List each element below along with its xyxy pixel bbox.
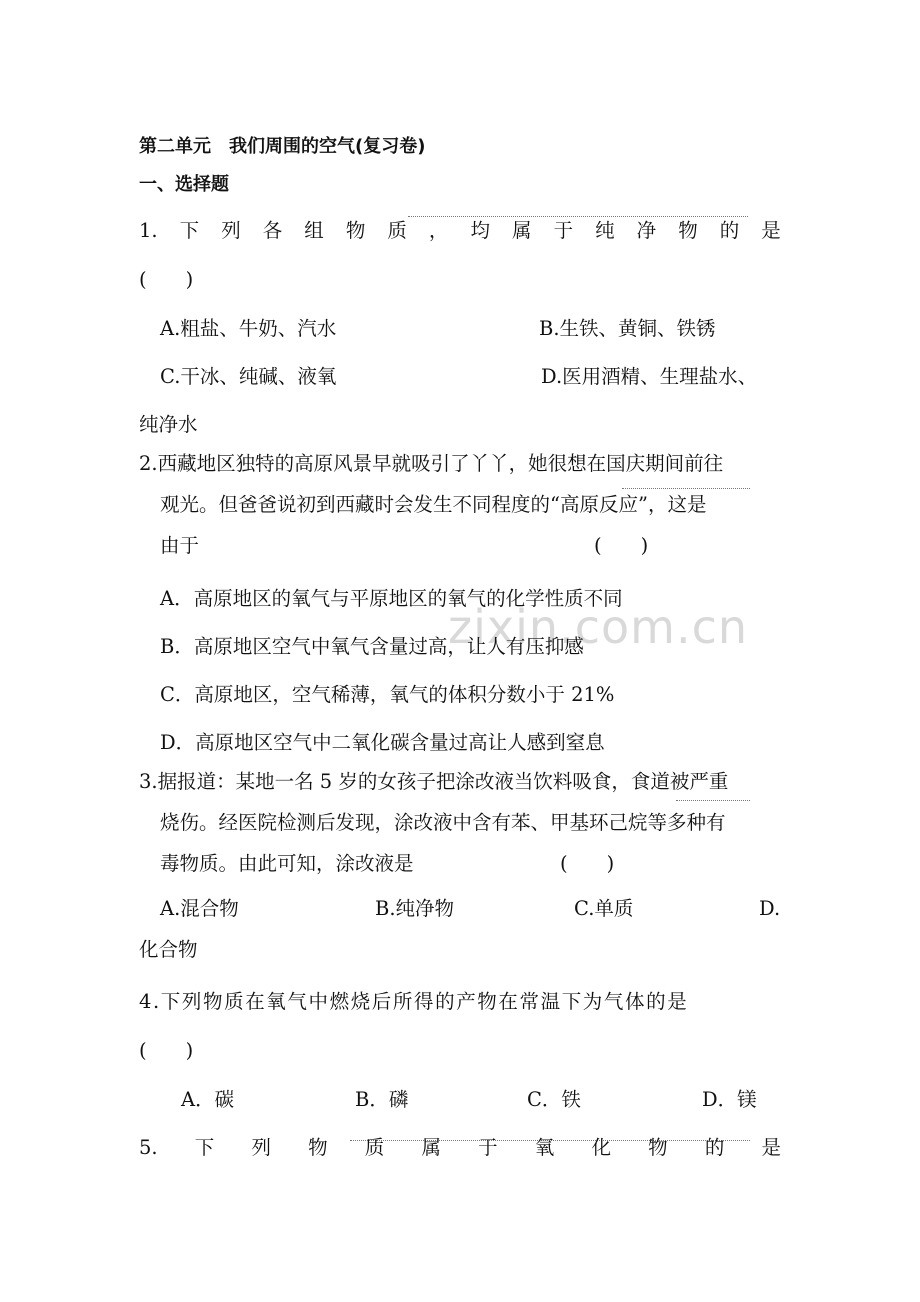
- stem-char: 纯: [595, 219, 615, 242]
- stem-char: 氧: [534, 1136, 555, 1159]
- stem-char: 于: [553, 219, 574, 242]
- question-3-line-2: 烧伤。经医院检测后发现，涂改液中含有苯、甲基环己烷等多种有: [160, 811, 726, 834]
- stem-char: 是: [761, 219, 781, 242]
- question-2-option-a: A．高原地区的氧气与平原地区的氧气的化学性质不同: [160, 587, 623, 610]
- question-1-option-b: B.生铁、黄铜、铁锈: [539, 317, 716, 340]
- stem-char: 下: [179, 219, 200, 242]
- question-4-line-1: 4.下列物质在氧气中燃烧后所得的产物在常温下为气体的是: [139, 990, 689, 1013]
- stem-char: 列: [221, 219, 241, 242]
- stem-char: 净: [636, 219, 657, 242]
- stem-char: 均: [470, 219, 490, 242]
- stem-char: 下: [194, 1136, 215, 1159]
- question-1-option-d: D.医用酒精、生理盐水、: [541, 365, 758, 388]
- question-3-line-1: 3.据报道：某地一名 5 岁的女孩子把涂改液当饮料吸食，食道被严重: [139, 770, 729, 793]
- stem-char: 质: [387, 219, 407, 242]
- question-1-paren: ( ): [139, 268, 194, 291]
- question-2-option-b: B．高原地区空气中氧气含量过高，让人有压抑感: [160, 635, 584, 658]
- question-3-option-a: A.混合物: [160, 897, 239, 920]
- stem-char: 于: [478, 1136, 498, 1159]
- stem-char: 属: [421, 1136, 441, 1159]
- stem-char: 各: [262, 219, 283, 242]
- stem-char: 是: [761, 1136, 781, 1159]
- question-3-option-d-continued: 化合物: [139, 938, 198, 961]
- stem-char: 1.: [139, 219, 158, 242]
- question-3-option-d: D.: [759, 897, 781, 920]
- question-2-line-3: 由于: [160, 534, 200, 557]
- question-4-option-b: B．磷: [355, 1088, 409, 1111]
- stem-char: 属: [512, 219, 532, 242]
- question-4-option-a: A．碳: [181, 1088, 235, 1111]
- question-4-option-d: D．镁: [702, 1088, 757, 1111]
- stem-char: 组: [304, 219, 324, 242]
- question-3-option-c: C.单质: [574, 897, 634, 920]
- stem-char: 质: [364, 1136, 385, 1159]
- dotted-underline: [622, 488, 750, 489]
- stem-char: 化: [591, 1136, 611, 1159]
- stem-char: 的: [704, 1136, 725, 1159]
- stem-char: 物: [345, 219, 366, 242]
- stem-char: 物: [648, 1136, 668, 1159]
- stem-char: 物: [308, 1136, 328, 1159]
- question-2-option-c: C．高原地区，空气稀薄，氧气的体积分数小于 21%: [160, 683, 615, 706]
- stem-char: 列: [251, 1136, 271, 1159]
- stem-char: 物: [678, 219, 698, 242]
- question-1-option-c: C.干冰、纯碱、液氧: [160, 365, 337, 388]
- question-1-stem: [139, 216, 781, 246]
- dotted-underline: [676, 800, 750, 801]
- stem-char: 的: [719, 219, 740, 242]
- watermark: zixin.com.cn: [448, 600, 749, 654]
- question-3-paren: ( ): [560, 852, 615, 875]
- question-4-paren: ( ): [139, 1039, 194, 1062]
- question-1-option-d-continued: 纯净水: [139, 413, 198, 436]
- page-title: 第二单元 我们周围的空气(复习卷): [139, 136, 426, 157]
- question-3-line-3: 毒物质。由此可知，涂改液是: [160, 852, 414, 875]
- question-4-option-c: C．铁: [527, 1088, 581, 1111]
- question-1-option-a: A.粗盐、牛奶、汽水: [160, 317, 337, 340]
- question-3-option-b: B.纯净物: [375, 897, 455, 920]
- question-2-line-1: 2.西藏地区独特的高原风景早就吸引了丫丫，她很想在国庆期间前往: [139, 452, 724, 475]
- stem-char: 5.: [139, 1136, 158, 1159]
- question-2-paren: ( ): [594, 534, 649, 557]
- question-5-stem: [139, 1133, 781, 1163]
- stem-char: ，: [428, 219, 449, 242]
- question-2-option-d: D．高原地区空气中二氧化碳含量过高让人感到窒息: [160, 731, 605, 754]
- question-2-line-2: 观光。但爸爸说初到西藏时会发生不同程度的“高原反应”，这是: [160, 493, 707, 516]
- section-heading: 一、选择题: [139, 174, 229, 195]
